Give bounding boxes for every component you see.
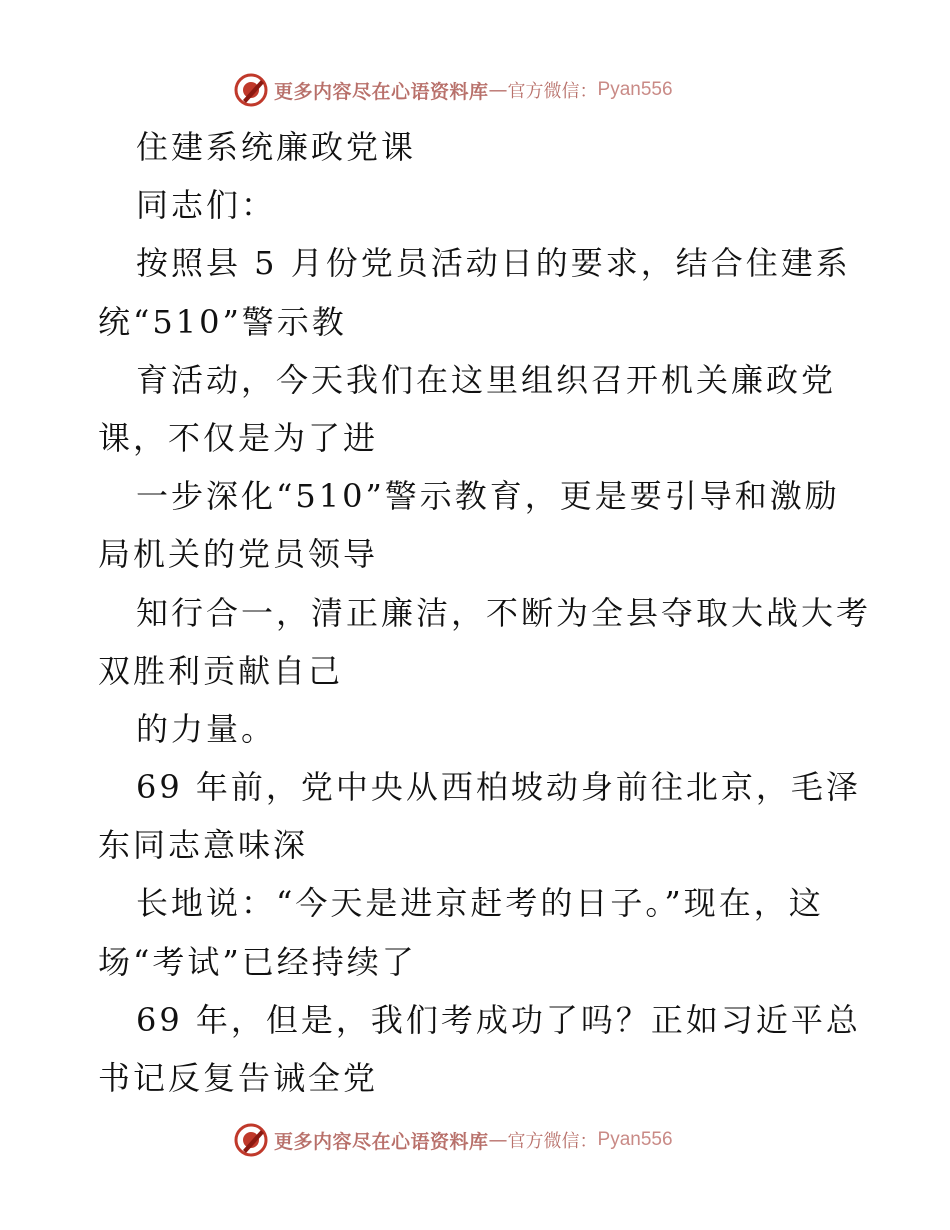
paragraph-line: 知行合一，清正廉洁，不断为全县夺取大战大考 <box>136 593 872 632</box>
paragraph-line: 的力量。 <box>136 709 277 748</box>
watermark-dash: — <box>488 79 508 101</box>
paragraph-line: 书记反复告诫全党 <box>98 1059 379 1097</box>
paragraph-line: 东同志意味深 <box>98 826 309 865</box>
paragraph-line: 长地说：“今天是进京赶考的日子。”现在，这 <box>136 884 824 923</box>
paragraph-line: 课，不仅是为了进 <box>98 418 379 457</box>
header-watermark <box>234 72 673 108</box>
watermark-wechat-handle: Pyan556 <box>597 79 673 100</box>
paragraph-line: 69 年，但是，我们考成功了吗？正如习近平总 <box>136 1000 861 1039</box>
paragraph-line: 场“考试”已经持续了 <box>98 942 417 981</box>
watermark-wechat-label: 官方微信： <box>507 81 598 102</box>
document-body <box>98 118 872 1107</box>
watermark-site-text: 更多内容尽在心语资料库 <box>274 80 489 103</box>
watermark-dash: — <box>488 1129 508 1151</box>
watermark-wechat-handle: Pyan556 <box>597 1129 673 1150</box>
watermark-site-text: 更多内容尽在心语资料库 <box>274 1130 489 1153</box>
paragraph-line: 69 年前，党中央从西柏坡动身前往北京，毛泽 <box>136 768 861 807</box>
salutation: 同志们： <box>136 186 277 225</box>
paragraph-line: 育活动，今天我们在这里组织召开机关廉政党 <box>136 360 837 399</box>
footer-watermark <box>234 1122 673 1158</box>
watermark-wechat-label: 官方微信： <box>507 1131 598 1152</box>
paragraph-line: 双胜利贡献自己 <box>98 651 344 690</box>
paragraph-line: 局机关的党员领导 <box>98 535 379 574</box>
pen-logo-icon <box>234 73 268 107</box>
paragraph-line: 一步深化“510”警示教育，更是要引导和激励 <box>136 477 840 516</box>
document-title: 住建系统廉政党课 <box>136 128 417 166</box>
pen-logo-icon <box>234 1123 268 1157</box>
paragraph-line: 统“510”警示教 <box>98 302 347 341</box>
paragraph-line: 按照县 5 月份党员活动日的要求，结合住建系 <box>136 244 851 283</box>
